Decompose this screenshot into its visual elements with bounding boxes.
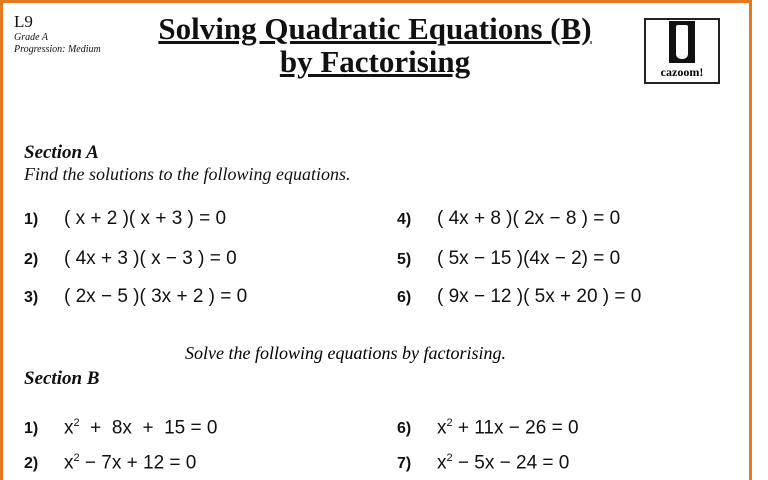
- question-a6: 6) ( 9x − 12 )( 5x + 20 ) = 0: [397, 286, 642, 307]
- question-a4: 4) ( 4x + 8 )( 2x − 8 ) = 0: [397, 208, 621, 229]
- section-a-heading: Section A: [24, 142, 99, 163]
- title-line-1: Solving Quadratic Equations (B): [158, 11, 592, 46]
- section-a-instruction: Find the solutions to the following equations.: [24, 164, 351, 184]
- section-b-heading: Section B: [24, 368, 100, 389]
- question-b6: 6) $x^2 + 11x - 26 = 0$: [397, 417, 579, 439]
- question-a3: 3) ( 2x − 5 )( 3x + 2 ) = 0: [24, 286, 248, 307]
- question-a1: 1) ( x + 2 )( x + 3 ) = 0: [24, 208, 227, 229]
- question-b2: 2) $x^2 - 7x + 12 = 0$: [24, 452, 197, 474]
- question-a2: 2) ( 4x + 3 )( x − 3 ) = 0: [24, 248, 237, 269]
- question-a5: 5) ( 5x − 15 )(4x − 2) = 0: [397, 248, 621, 269]
- progression-label: Progression: Medium: [14, 44, 101, 55]
- logo-text: cazoom!: [660, 65, 704, 79]
- question-b1: 1) $x^2 + 8x + 15 = 0$: [24, 417, 218, 439]
- question-b7: 7) $x^2 - 5x - 24 = 0$: [397, 452, 570, 474]
- worksheet-meta: [14, 12, 101, 56]
- title-line-2: by Factorising: [279, 44, 471, 79]
- grade-label: Grade A: [14, 32, 48, 43]
- page-title: [110, 12, 640, 78]
- cazoom-logo: [644, 18, 720, 84]
- level-label: L9: [14, 12, 33, 31]
- cup-icon: [669, 21, 695, 63]
- section-b-instruction: Solve the following equations by factorising.: [185, 343, 506, 363]
